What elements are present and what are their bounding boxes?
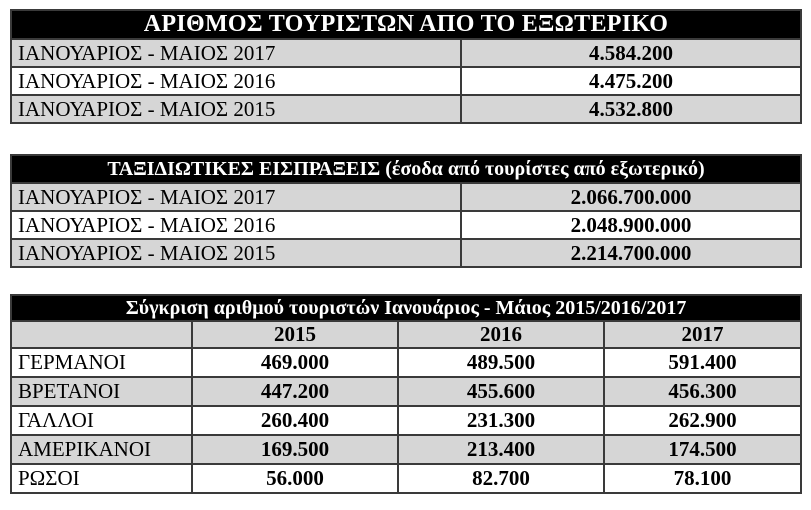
table-row <box>11 67 801 95</box>
table-row <box>11 211 801 239</box>
cell-value: 56.000 <box>192 464 398 493</box>
tourists-title: ΑΡΙΘΜΟΣ ΤΟΥΡΙΣΤΩΝ ΑΠΟ ΤΟ ΕΞΩΤΕΡΙΚΟ <box>11 10 801 39</box>
row-label: ΙΑΝΟΥΑΡΙΟΣ - ΜΑΙΟΣ 2016 <box>11 67 461 95</box>
cell-value: 456.300 <box>604 377 801 406</box>
row-value: 2.048.900.000 <box>461 211 801 239</box>
comparison-table <box>10 294 802 494</box>
row-value: 2.214.700.000 <box>461 239 801 267</box>
cell-value: 231.300 <box>398 406 604 435</box>
cell-value: 455.600 <box>398 377 604 406</box>
cell-value: 262.900 <box>604 406 801 435</box>
row-value: 2.066.700.000 <box>461 183 801 211</box>
table-row <box>11 348 801 377</box>
cell-value: 489.500 <box>398 348 604 377</box>
cell-value: 82.700 <box>398 464 604 493</box>
row-value: 4.584.200 <box>461 39 801 67</box>
comparison-title-row <box>11 295 801 321</box>
row-label: ΙΑΝΟΥΑΡΙΟΣ - ΜΑΙΟΣ 2015 <box>11 239 461 267</box>
tourists-table <box>10 9 802 124</box>
cell-value: 78.100 <box>604 464 801 493</box>
row-label: ΙΑΝΟΥΑΡΙΟΣ - ΜΑΙΟΣ 2017 <box>11 183 461 211</box>
receipts-title-row <box>11 155 801 183</box>
table-row <box>11 239 801 267</box>
table-row <box>11 464 801 493</box>
cell-value: 213.400 <box>398 435 604 464</box>
tourists-title-row <box>11 10 801 39</box>
table-row <box>11 377 801 406</box>
table-row <box>11 435 801 464</box>
row-label: ΒΡΕΤΑΝΟΙ <box>11 377 192 406</box>
row-label: ΓΑΛΛΟΙ <box>11 406 192 435</box>
row-value: 4.475.200 <box>461 67 801 95</box>
row-label: ΓΕΡΜΑΝΟΙ <box>11 348 192 377</box>
cell-value: 447.200 <box>192 377 398 406</box>
receipts-title: ΤΑΞΙΔΙΩΤΙΚΕΣ ΕΙΣΠΡΑΞΕΙΣ (έσοδα από τουρίστες από εξωτερικό) <box>11 155 801 183</box>
year-header: 2015 <box>192 321 398 348</box>
receipts-table <box>10 154 802 268</box>
row-label: ΙΑΝΟΥΑΡΙΟΣ - ΜΑΙΟΣ 2015 <box>11 95 461 123</box>
row-label: ΙΑΝΟΥΑΡΙΟΣ - ΜΑΙΟΣ 2016 <box>11 211 461 239</box>
row-value: 4.532.800 <box>461 95 801 123</box>
row-label: ΙΑΝΟΥΑΡΙΟΣ - ΜΑΙΟΣ 2017 <box>11 39 461 67</box>
cell-value: 174.500 <box>604 435 801 464</box>
cell-value: 469.000 <box>192 348 398 377</box>
header-empty-cell <box>11 321 192 348</box>
year-header: 2017 <box>604 321 801 348</box>
year-header: 2016 <box>398 321 604 348</box>
table-row <box>11 183 801 211</box>
table-row <box>11 406 801 435</box>
cell-value: 169.500 <box>192 435 398 464</box>
row-label: ΑΜΕΡΙΚΑΝΟΙ <box>11 435 192 464</box>
cell-value: 591.400 <box>604 348 801 377</box>
table-row <box>11 39 801 67</box>
row-label: ΡΩΣΟΙ <box>11 464 192 493</box>
comparison-title: Σύγκριση αριθμού τουριστών Ιανουάριος - Μάιος 2015/2016/2017 <box>11 295 801 321</box>
cell-value: 260.400 <box>192 406 398 435</box>
comparison-header-row <box>11 321 801 348</box>
table-row <box>11 95 801 123</box>
